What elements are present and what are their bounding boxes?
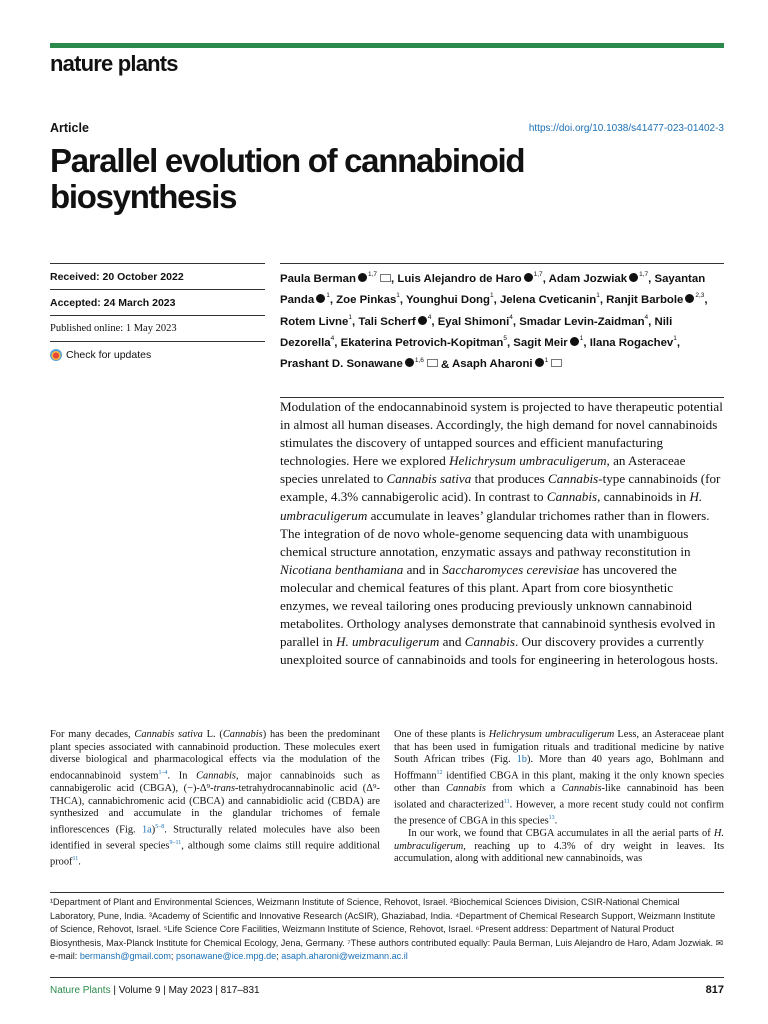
- italic-text: Cannabis: [446, 783, 486, 795]
- author[interactable]: [280, 273, 391, 285]
- author-name: Paula Berman: [280, 272, 356, 285]
- author[interactable]: [513, 337, 583, 349]
- author-separator: ,: [399, 294, 407, 307]
- body-paragraph: [394, 828, 724, 866]
- author-name: Asaph Aharoni: [452, 358, 533, 371]
- mail-icon[interactable]: [380, 274, 391, 282]
- text-run: , although some claims still require additional proof: [50, 840, 381, 868]
- crossmark-icon: [50, 349, 62, 361]
- orcid-icon[interactable]: [629, 273, 638, 282]
- text-run: , an Asteraceae species unrelated to: [280, 453, 686, 487]
- author[interactable]: [280, 313, 352, 328]
- author[interactable]: [341, 337, 507, 349]
- text-run: Modulation of the endocannabinoid system is projected to have therapeutic potential in almost all human diseases. Accordingly, the high demand for novel cannabinoids stimulates the discovery of untapped sources and efficient manufacturing technologies. Here we explored: [280, 399, 723, 469]
- author-list: [280, 267, 724, 374]
- author-separator: ,: [583, 336, 590, 349]
- affiliation-sup: 4: [427, 313, 432, 321]
- text-run: , reaching up to 4.3% of dry weight in leaves. Its accumulation, along with additional new cannabinoids, was: [394, 840, 724, 865]
- affiliation-sup: 5: [503, 335, 507, 343]
- orcid-icon[interactable]: [316, 294, 325, 303]
- text-run: For many decades,: [50, 729, 135, 740]
- author[interactable]: [358, 313, 432, 328]
- text-run: One of these plants is: [394, 729, 489, 740]
- author-name: Smadar Levin-Zaidman: [519, 315, 645, 328]
- author[interactable]: [606, 294, 704, 306]
- author-name: Ilana Rogachev: [589, 336, 674, 349]
- footer-journal: Nature Plants: [50, 985, 111, 996]
- affiliation-sup: 1,6: [414, 356, 424, 364]
- italic-text: Cannabis sativa: [134, 729, 203, 740]
- italic-text: Helichrysum umbraculigerum: [488, 729, 615, 740]
- orcid-icon[interactable]: [524, 273, 533, 282]
- affiliations-footnote: [50, 896, 724, 964]
- orcid-icon[interactable]: [358, 273, 367, 282]
- body-column-left: [50, 729, 380, 869]
- author-name: Adam Jozwiak: [548, 272, 628, 285]
- author-separator: ,: [648, 272, 655, 285]
- author[interactable]: [590, 337, 677, 349]
- dates-panel: [50, 263, 265, 367]
- author-name: Zoe Pinkas: [336, 294, 397, 307]
- body-paragraph: [50, 729, 380, 869]
- article-type: Article: [50, 121, 89, 135]
- text-run: ). More than 40 years ago, Bohlmann and Hoffmann: [394, 754, 724, 782]
- text-run: and in: [403, 561, 443, 577]
- text-run: ;: [276, 951, 282, 961]
- author-separator: ,: [599, 294, 607, 307]
- check-updates-button[interactable]: [50, 341, 265, 367]
- author-name: Prashant D. Sonawane: [280, 358, 403, 371]
- author-separator: ,: [542, 272, 549, 285]
- author-separator: ,: [391, 272, 398, 285]
- affiliation-sup: 2,3: [695, 292, 705, 300]
- text-run: , major cannabinoids such as cannabigerolic acid (CBGA), (−)-Δ⁹-: [50, 770, 380, 795]
- author[interactable]: [437, 313, 513, 328]
- page-number: 817: [705, 984, 724, 996]
- affiliation-sup: 1: [673, 335, 677, 343]
- orcid-icon[interactable]: [685, 294, 694, 303]
- author[interactable]: [406, 294, 494, 306]
- text-run: and: [439, 634, 465, 650]
- text-run: . In: [167, 770, 197, 782]
- author[interactable]: [397, 273, 542, 285]
- author[interactable]: [519, 313, 649, 328]
- text-run: from which a: [485, 783, 562, 795]
- received-date: Received: 20 October 2022: [50, 263, 265, 289]
- mail-icon[interactable]: [551, 359, 562, 367]
- accepted-date: Accepted: 24 March 2023: [50, 289, 265, 315]
- inline-link[interactable]: 1b: [516, 754, 527, 766]
- author-separator: ,: [334, 336, 341, 349]
- italic-text: H. umbraculigerum: [394, 828, 724, 852]
- italic-text: Cannabis: [222, 729, 263, 740]
- text-run: . However, a more recent study could not confirm the presence of CBGA in this species: [394, 799, 724, 827]
- affiliation-sup: 4: [509, 313, 513, 321]
- italic-text: H. umbraculigerum: [280, 489, 703, 523]
- footnote-rule: [50, 892, 724, 893]
- affiliation-sup: 1: [326, 292, 330, 300]
- citation-ref[interactable]: 5–8: [155, 824, 165, 831]
- text-run: .: [554, 815, 558, 827]
- text-run: identified CBGA in this plant, making it the only known species other than: [394, 770, 724, 795]
- text-run: that produces: [471, 471, 549, 487]
- author-name: Sagit Meir: [513, 336, 568, 349]
- affiliation-sup: 1,7: [367, 271, 378, 278]
- affiliation-sup: 1: [489, 292, 494, 300]
- orcid-icon[interactable]: [570, 337, 579, 346]
- text-run: ): [151, 824, 156, 836]
- affiliation-sup: 1: [596, 292, 600, 300]
- text-run: -like cannabinoid has been isolated and characterized: [394, 783, 725, 811]
- author-separator: ,: [512, 315, 520, 328]
- check-updates-label: Check for updates: [66, 348, 152, 361]
- citation-ref[interactable]: 9–11: [169, 840, 182, 847]
- text-run: -tetrahydrocannabinolic acid (Δ⁹-THCA), cannabichromenic acid (CBCA) and cannabidiolic acid (CBDA) are synthesized and accumulate in the glandular trichomes of female inflorescences (Fig.: [50, 783, 380, 836]
- body-paragraph: [394, 729, 724, 828]
- orcid-icon[interactable]: [418, 316, 427, 325]
- citation-ref[interactable]: 13: [548, 814, 555, 821]
- author[interactable]: [500, 294, 600, 306]
- italic-text: Nicotiana benthamiana: [280, 561, 404, 577]
- italic-text: trans: [213, 783, 236, 795]
- author-name: Luis Alejandro de Haro: [397, 272, 522, 285]
- authors-rule: [280, 263, 724, 264]
- author-separator: &: [437, 358, 452, 371]
- affiliation-sup: 1: [396, 292, 400, 300]
- author[interactable]: [452, 358, 562, 370]
- inline-link[interactable]: psonawane@ice.mpg.de: [175, 951, 277, 961]
- author-name: Eyal Shimoni: [437, 315, 510, 328]
- text-run: Less, an Asteraceae plant that has been used in fumigation rituals and traditional medicine by native South African tribes (Fig.: [394, 729, 724, 766]
- text-run: . Structurally related molecules have also been identified in several species: [50, 824, 380, 852]
- author-separator: ,: [676, 336, 681, 349]
- citation-ref[interactable]: 11: [503, 798, 510, 805]
- italic-text: Cannabis sativa: [386, 471, 472, 487]
- text-run: . Our discovery provides a currently unexploited source of cannabinoids and tools for engineering in heterologous hosts.: [280, 634, 719, 668]
- italic-text: Helichrysum umbraculigerum: [449, 453, 607, 469]
- abstract: [280, 398, 724, 669]
- author-name: Rotem Livne: [280, 315, 349, 328]
- text-run: In our work, we found that CBGA accumulates in all the aerial parts of: [408, 828, 714, 839]
- italic-text: Saccharomyces cerevisiae: [442, 561, 580, 577]
- affiliation-sup: 1,7: [639, 271, 649, 278]
- affiliation-sup: 4: [644, 313, 649, 321]
- author-separator: ,: [351, 315, 359, 328]
- author-name: Ekaterina Petrovich-Kopitman: [340, 336, 504, 349]
- text-run: ;: [170, 951, 176, 961]
- text-run: , cannabinoids in: [597, 489, 690, 505]
- orcid-icon[interactable]: [535, 358, 544, 367]
- citation-ref[interactable]: 11: [72, 856, 79, 863]
- inline-link[interactable]: 1a: [141, 824, 152, 836]
- author-name: Nili Dezorella: [280, 315, 673, 349]
- doi-link[interactable]: https://doi.org/10.1038/s41477-023-01402-3: [528, 123, 724, 134]
- text-run: .: [78, 856, 81, 868]
- author-separator: ,: [506, 336, 514, 349]
- citation-ref[interactable]: 12: [436, 769, 443, 776]
- author[interactable]: [549, 273, 649, 285]
- text-run: e-mail:: [50, 951, 80, 961]
- text-run: ) has been the predominant plant species associated with cannabinoid production. These molecules exert diverse biological and pharmacological effects via the modulation of the endocannabinoid system: [50, 729, 380, 782]
- author-name: Jelena Cveticanin: [499, 294, 597, 307]
- mail-icon[interactable]: [427, 359, 438, 367]
- journal-logo: nature plants: [50, 51, 178, 76]
- inline-link[interactable]: bermansh@gmail.com: [79, 951, 171, 961]
- published-date: Published online: 1 May 2023: [50, 315, 265, 341]
- affiliation-sup: 1: [348, 313, 352, 321]
- italic-text: H. umbraculigerum: [336, 634, 440, 650]
- author-name: Tali Scherf: [358, 315, 416, 328]
- author-separator: ,: [648, 315, 655, 328]
- affiliation-sup: 4: [330, 335, 335, 343]
- affiliation-sup: 1: [544, 356, 549, 364]
- author-name: Younghui Dong: [406, 294, 490, 307]
- italic-text: Cannabis: [464, 634, 515, 650]
- footer-citation: [50, 985, 260, 996]
- author-separator: ,: [704, 294, 708, 307]
- affiliation-sup: 1,7: [533, 271, 543, 278]
- italic-text: Cannabis: [196, 770, 236, 782]
- author[interactable]: [280, 358, 438, 370]
- citation-ref[interactable]: 1–4: [158, 769, 168, 776]
- author-separator: ,: [431, 315, 438, 328]
- orcid-icon[interactable]: [405, 358, 414, 367]
- author-name: Sayantan Panda: [280, 272, 706, 307]
- footer-rule: [50, 977, 724, 978]
- italic-text: Cannabis: [561, 783, 602, 795]
- author[interactable]: [336, 294, 400, 306]
- body-column-right: [394, 729, 724, 866]
- text-run: -type cannabinoids (for example, 4.3% cannabigerolic acid). In contrast to: [280, 471, 721, 505]
- author-name: Ranjit Barbole: [606, 294, 684, 307]
- italic-text: Cannabis: [546, 489, 598, 505]
- mail-icon: ✉: [715, 937, 724, 948]
- author-separator: ,: [493, 294, 500, 307]
- text-run: accumulate in leaves’ glandular trichomes rather than in flowers. The integration of de novo whole-genome sequencing data with unambiguous chemical structure annotation, enzymatic assays and pathway reconstitution in: [280, 507, 710, 559]
- text-run: has uncovered the molecular and chemical features of this plant. Apart from core biosynthetic enzymes, we reveal tailoring ones producing previously unknown cannabinoid metabolites. Orthology analyses demonstrate that cannabinoid synthesis evolved in parallel in: [280, 561, 716, 650]
- text-run: L. (: [202, 729, 223, 740]
- inline-link[interactable]: asaph.aharoni@weizmann.ac.il: [281, 951, 408, 961]
- text-run: ¹Department of Plant and Environmental Sciences, Weizmann Institute of Science, Rehovot, Israel. ²Biochemical Sciences Division, CSIR-National Chemical Laboratory, Pune, India. ³Academy of Scientific and Innovative Research (AcSIR), Ghaziabad, India. ⁴Department of Chemical Research Support, Weizmann Institute of Science, Rehovot, Israel. ⁵Life Science Core Facilities, Weizmann Institute of Science, Rehovot, Israel. ⁶Present address: Department of Natural Product Biosynthesis, Max-Planck Institute for Chemical Ecology, Jena, Germany. ⁷These authors contributed equally: Paula Berman, Luis Alejandro de Haro, Adam Jozwiak.: [50, 897, 716, 948]
- author-separator: ,: [329, 294, 337, 307]
- italic-text: Cannabis: [548, 471, 599, 487]
- article-title: Parallel evolution of cannabinoid biosynthesis: [50, 142, 525, 215]
- header-rule: [50, 43, 724, 48]
- affiliation-sup: 1: [579, 335, 584, 343]
- footer-details: | Volume 9 | May 2023 | 817–831: [110, 985, 260, 996]
